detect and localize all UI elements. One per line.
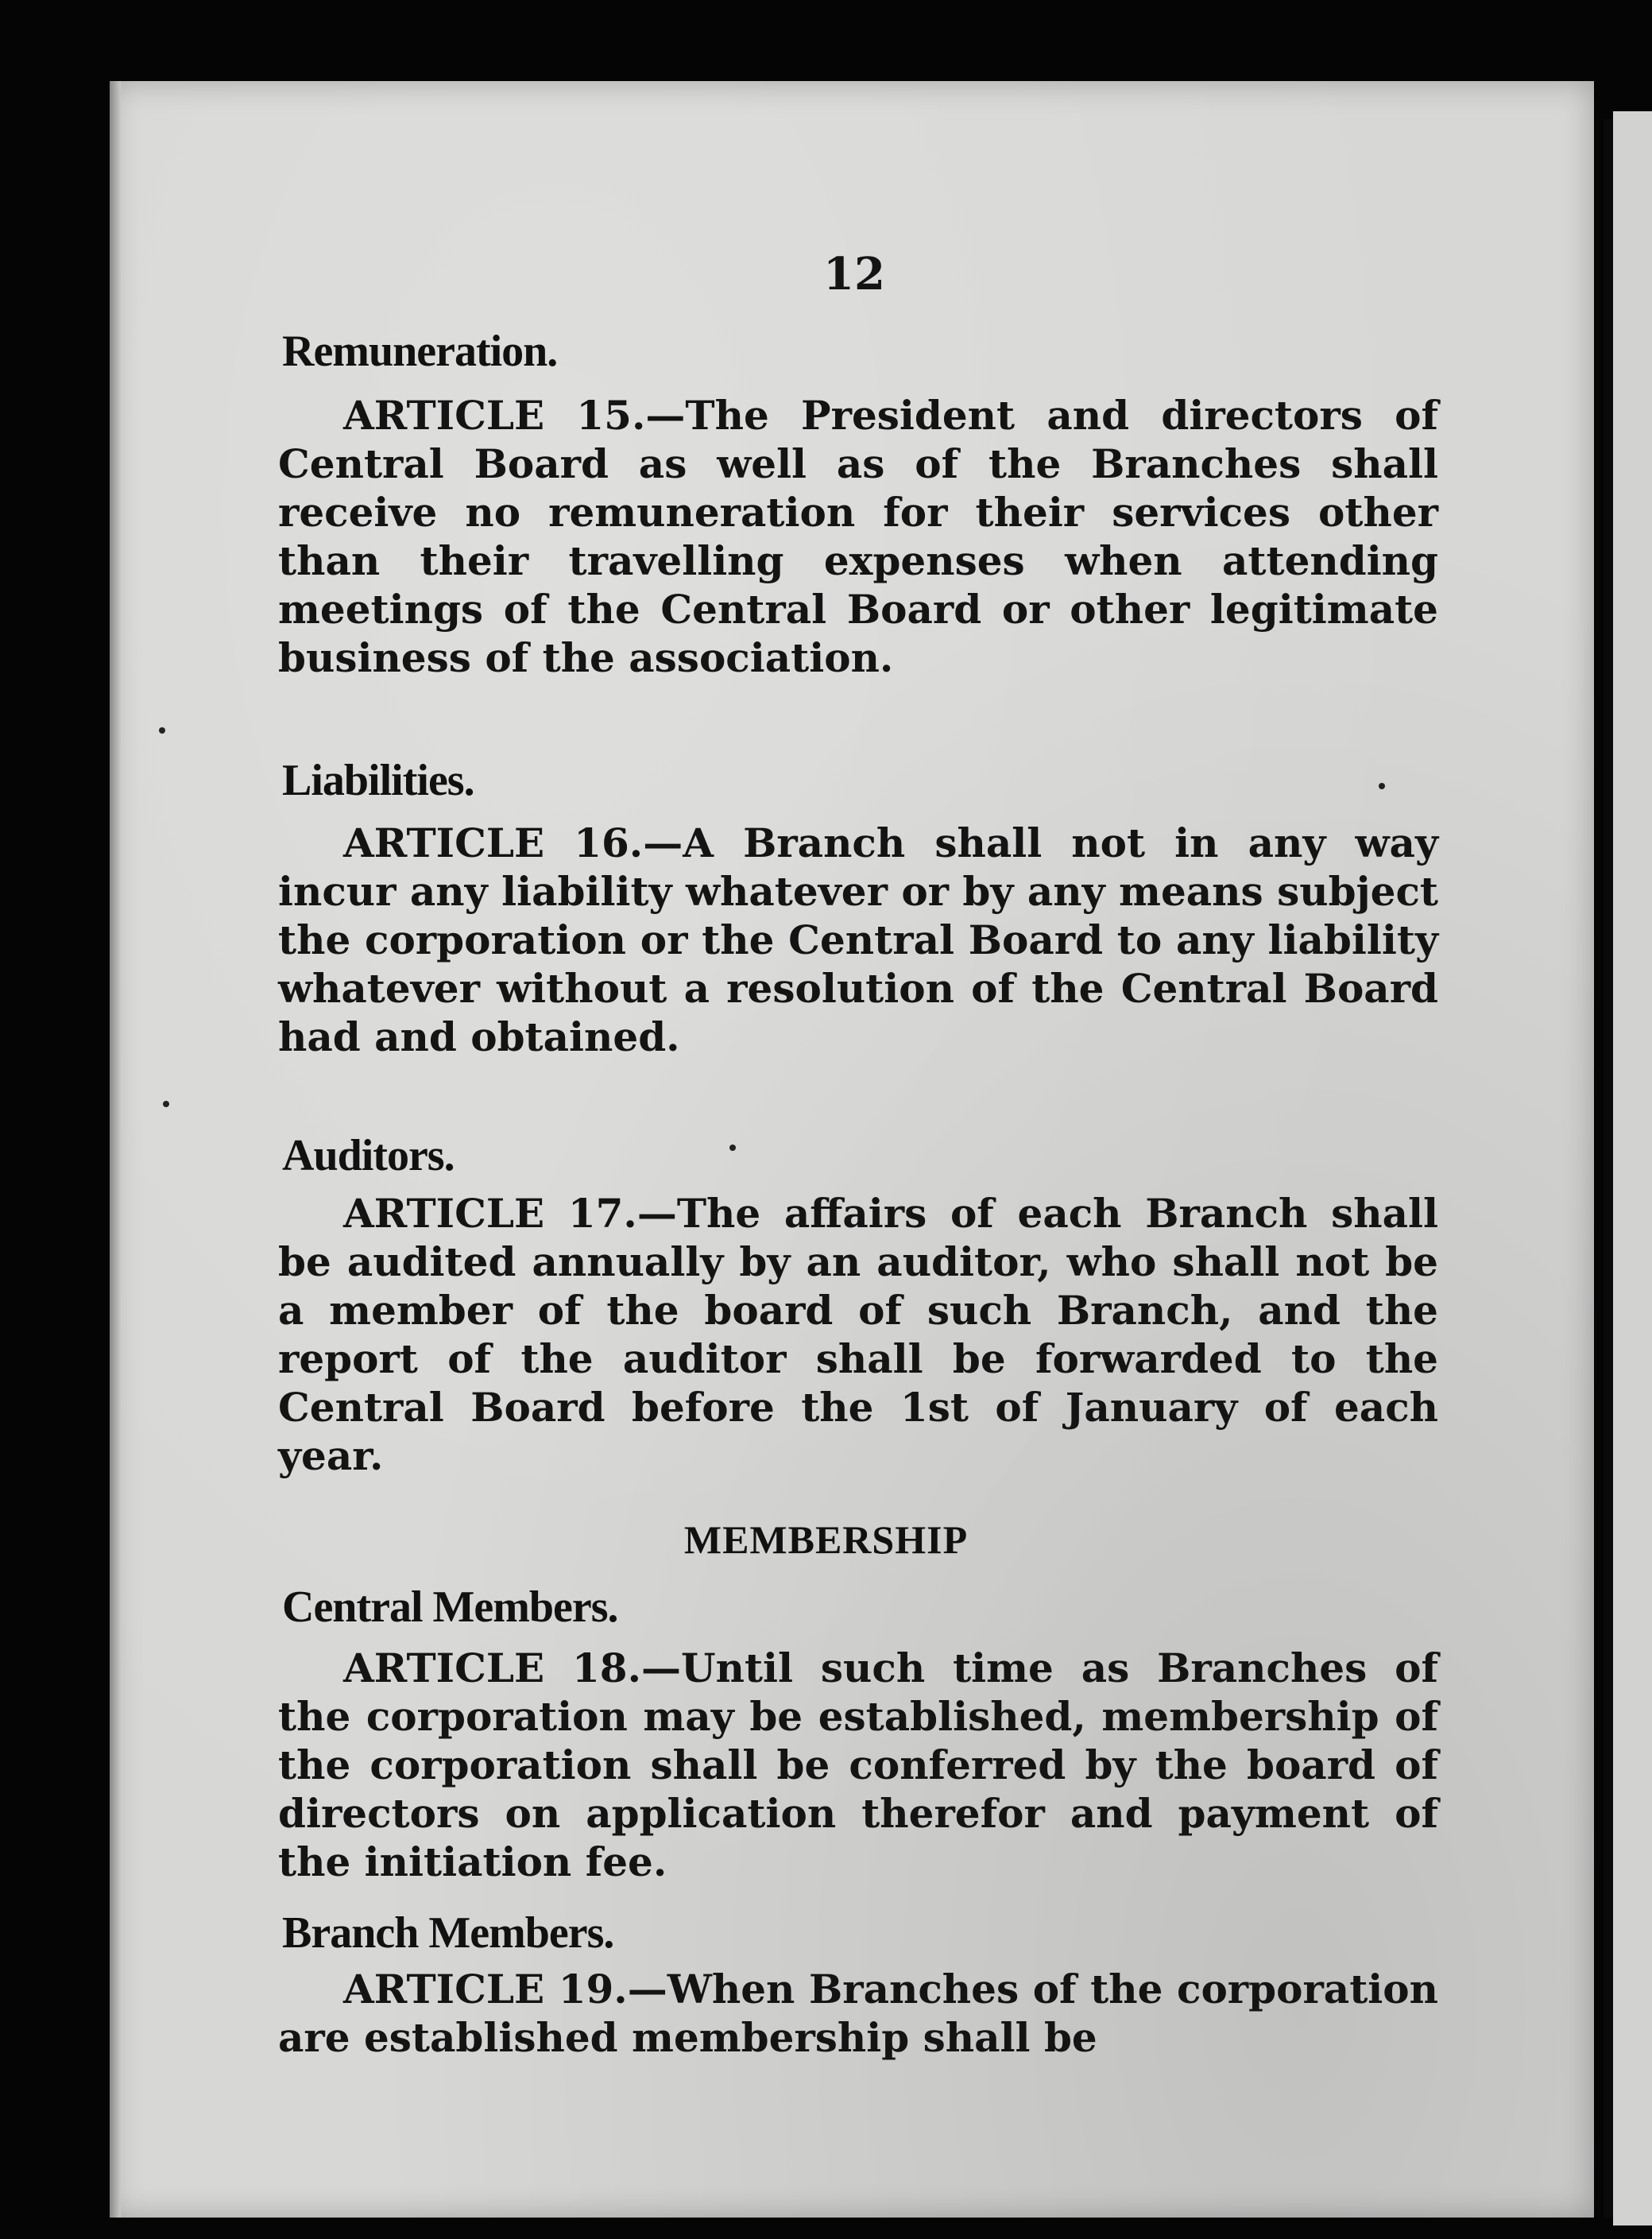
print-speck <box>1379 783 1385 789</box>
section-heading-liabilities: Liabilities. <box>282 756 474 805</box>
article-18-text: ARTICLE 18.—Until such time as Branches of the corporation may be established, membership of the corporation shall be conferred by the board of directors on application therefor and payment of the initiation fee. <box>278 1644 1438 1885</box>
article-17-text: ARTICLE 17.—The affairs of each Branch shall be audited annually by an auditor, who shall not be a member of the board of such Branch, and the report of the auditor shall be forwarded to the Central Board before the 1st of January of each year. <box>278 1190 1438 1479</box>
article-18 <box>278 1644 1438 1890</box>
article-16 <box>278 819 1438 1113</box>
article-15 <box>278 391 1438 733</box>
page-number: 12 <box>823 248 885 300</box>
article-15-text: ARTICLE 15.—The President and directors of Central Board as well as of the Branches shall receive no remuneration for their services other than their travelling expenses when attending meetings of the Central Board or other legitimate business of the association. <box>278 392 1438 681</box>
print-speck <box>729 1145 736 1151</box>
section-heading-central-members: Central Members. <box>282 1582 618 1632</box>
print-speck <box>163 1101 169 1107</box>
article-17 <box>278 1189 1438 1483</box>
article-16-text: ARTICLE 16.—A Branch shall not in any way incur any liability whatever or by any means subject the corporation or the Central Board to any liability whatever without a resolution of the Central Board had and obtained. <box>278 819 1438 1060</box>
page-left-edge <box>110 81 121 2218</box>
membership-title: MEMBERSHIP <box>683 1517 969 1562</box>
article-19 <box>278 1965 1438 2068</box>
print-speck <box>159 727 165 734</box>
facing-page-edge <box>1613 111 1652 2225</box>
article-19-text: ARTICLE 19.—When Branches of the corporation are established membership shall be <box>278 1966 1438 2061</box>
section-heading-auditors: Auditors. <box>282 1131 455 1180</box>
section-heading-branch-members: Branch Members. <box>282 1908 614 1958</box>
section-heading-remuneration: Remuneration. <box>282 327 558 376</box>
